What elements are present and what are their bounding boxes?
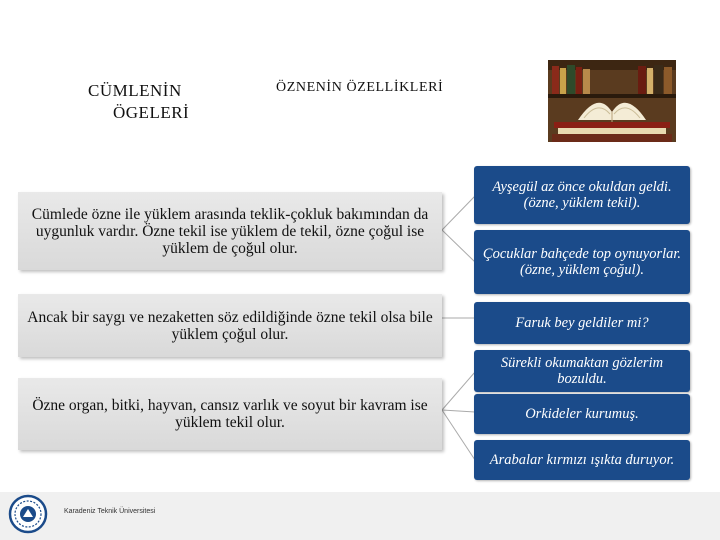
example-box-1 bbox=[474, 166, 690, 224]
footer-bar bbox=[0, 492, 720, 540]
example-text-2: Çocuklar bahçede top oynuyorlar. (özne, yüklem çoğul). bbox=[482, 246, 682, 278]
example-box-4 bbox=[474, 350, 690, 392]
rule-text-2: Ancak bir saygı ve nezaketten söz edildiğinde özne tekil olsa bile yüklem çoğul olur. bbox=[27, 308, 433, 343]
rule-box-2 bbox=[18, 294, 442, 357]
example-text-1: Ayşegül az önce okuldan geldi. (özne, yüklem tekil). bbox=[492, 179, 672, 211]
slide-subtitle: ÖZNENİN ÖZELLİKLERİ bbox=[276, 80, 444, 95]
example-box-2 bbox=[474, 230, 690, 294]
example-box-3 bbox=[474, 302, 690, 344]
example-text-3: Faruk bey geldiler mi? bbox=[515, 315, 649, 331]
example-text-6: Arabalar kırmızı ışıkta duruyor. bbox=[489, 452, 675, 468]
university-logo-icon bbox=[8, 494, 48, 534]
rule-box-3 bbox=[18, 378, 442, 450]
rule-text-1: Cümlede özne ile yüklem arasında teklik-çokluk bakımından da uygunluk vardır. Özne tekil ise yüklem de tekil, özne çoğul ise yüklem de çoğul olur. bbox=[31, 205, 429, 257]
example-box-5 bbox=[474, 394, 690, 434]
section-title-line1: CÜMLENİN bbox=[88, 81, 182, 100]
example-box-6 bbox=[474, 440, 690, 480]
rule-box-1 bbox=[18, 192, 442, 270]
example-text-4: Sürekli okumaktan gözlerim bozuldu. bbox=[500, 355, 664, 387]
example-text-5: Orkideler kurumuş. bbox=[525, 406, 639, 422]
footer-university-name: Karadeniz Teknik Üniversitesi bbox=[64, 508, 156, 515]
rule-text-3: Özne organ, bitki, hayvan, cansız varlık ve soyut bir kavram ise yüklem tekil olur. bbox=[32, 397, 428, 431]
section-title-line2: ÖGELERİ bbox=[113, 103, 190, 122]
